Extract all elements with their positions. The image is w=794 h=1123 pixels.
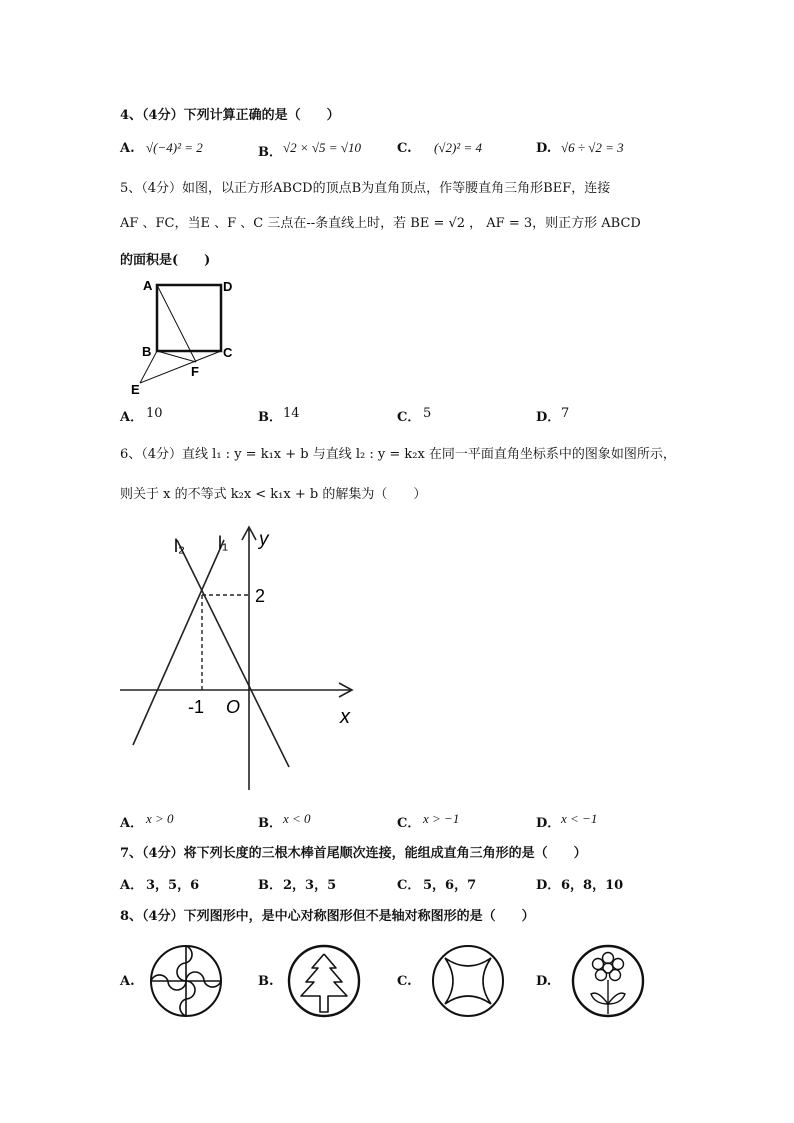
q5-option-d-letter[interactable]: D．: [536, 410, 561, 425]
q6-option-d-letter[interactable]: D．: [536, 816, 561, 831]
q4-option-c-letter[interactable]: C.: [397, 141, 412, 156]
pinwheel-circle-icon[interactable]: [149, 944, 223, 1018]
q6-option-b-value: x < 0: [283, 811, 311, 826]
q7-option-b-value: 2，3，5: [283, 878, 337, 893]
q5-stem-line2: AF 、FC，当E 、F 、C 三点在--条直线上时，若 BE = √2 ， AF = 3，则正方形 ABCD: [120, 216, 641, 231]
q6-label-l1: l₁: [218, 533, 229, 553]
q5-label-e: E: [131, 382, 140, 397]
q5-square-figure: [120, 270, 250, 400]
q5-option-c-letter[interactable]: C．: [397, 410, 421, 425]
q4-option-b-expr: √2 × √5 = √10: [283, 140, 361, 155]
q7-option-c-letter[interactable]: C．: [397, 878, 421, 893]
q6-label-l2: l₂: [174, 536, 185, 556]
q6-option-d-value: x < −1: [561, 811, 598, 826]
q7-option-a-letter[interactable]: A．: [120, 878, 144, 893]
concave-square-circle-icon[interactable]: [431, 944, 505, 1018]
q4-option-b-letter[interactable]: B．: [258, 145, 282, 160]
q6-label-minus-one: -1: [188, 697, 205, 717]
q7-option-d-value: 6，8，10: [561, 878, 624, 893]
q5-option-d-value: 7: [561, 406, 570, 421]
q5-label-b: B: [142, 344, 152, 359]
q4-option-d-letter[interactable]: D.: [536, 141, 552, 156]
q8-stem: 8、（4分）下列图形中，是中心对称图形但不是轴对称图形的是（ ）: [120, 909, 535, 924]
q6-label-origin: O: [226, 697, 241, 717]
q7-option-c-value: 5，6，7: [423, 878, 477, 893]
q6-label-x: x: [340, 706, 350, 728]
q6-option-a-letter[interactable]: A．: [120, 816, 144, 831]
q5-option-a-value: 10: [146, 406, 163, 421]
q6-option-b-letter[interactable]: B．: [258, 816, 282, 831]
q5-option-a-letter[interactable]: A．: [120, 410, 144, 425]
q8-option-a-letter[interactable]: A.: [120, 974, 135, 989]
q8-option-d-letter[interactable]: D.: [536, 974, 552, 989]
q4-option-a-expr: √(−4)² = 2: [146, 140, 203, 155]
q7-option-d-letter[interactable]: D．: [536, 878, 561, 893]
q6-label-y: y: [259, 529, 269, 550]
q5-option-b-value: 14: [283, 406, 300, 421]
q5-label-a: A: [143, 278, 153, 293]
q7-stem: 7、（4分）将下列长度的三根木棒首尾顺次连接，能组成直角三角形的是（ ）: [120, 846, 587, 861]
q6-stem-line2: 则关于 x 的不等式 k₂x < k₁x + b 的解集为（ ）: [120, 487, 427, 502]
q4-option-a-letter[interactable]: A.: [120, 141, 135, 156]
q8-option-b-letter[interactable]: B.: [258, 974, 274, 989]
q6-option-c-letter[interactable]: C．: [397, 816, 421, 831]
q6-option-c-value: x > −1: [423, 811, 460, 826]
q7-option-a-value: 3，5，6: [146, 878, 200, 893]
q6-label-two: 2: [255, 586, 266, 606]
q6-coordinate-graph: [115, 525, 375, 800]
q5-stem-line1: 5、（4分）如图，以正方形ABCD的顶点B为直角顶点，作等腰直角三角形BEF，连接: [120, 181, 611, 196]
q5-label-c: C: [223, 345, 233, 360]
tree-circle-icon[interactable]: [287, 944, 361, 1018]
q5-stem-line3: 的面积是( ): [120, 253, 211, 268]
q4-option-d-expr: √6 ÷ √2 = 3: [561, 140, 624, 155]
q6-option-a-value: x > 0: [146, 811, 174, 826]
q7-option-b-letter[interactable]: B．: [258, 878, 282, 893]
flower-circle-icon[interactable]: [571, 944, 645, 1018]
q6-stem-line1: 6、（4分）直线 l₁ : y = k₁x + b 与直线 l₂ : y = k₂x 在同一平面直角坐标系中的图象如图所示，: [120, 447, 676, 462]
q5-label-f: F: [191, 364, 199, 379]
q5-option-c-value: 5: [423, 406, 432, 421]
q4-stem: 4、（4分）下列计算正确的是（ ）: [120, 108, 340, 123]
q4-option-c-expr: (√2)² = 4: [434, 140, 482, 155]
q8-option-c-letter[interactable]: C.: [397, 974, 412, 989]
q5-label-d: D: [223, 279, 233, 294]
q5-option-b-letter[interactable]: B．: [258, 410, 282, 425]
